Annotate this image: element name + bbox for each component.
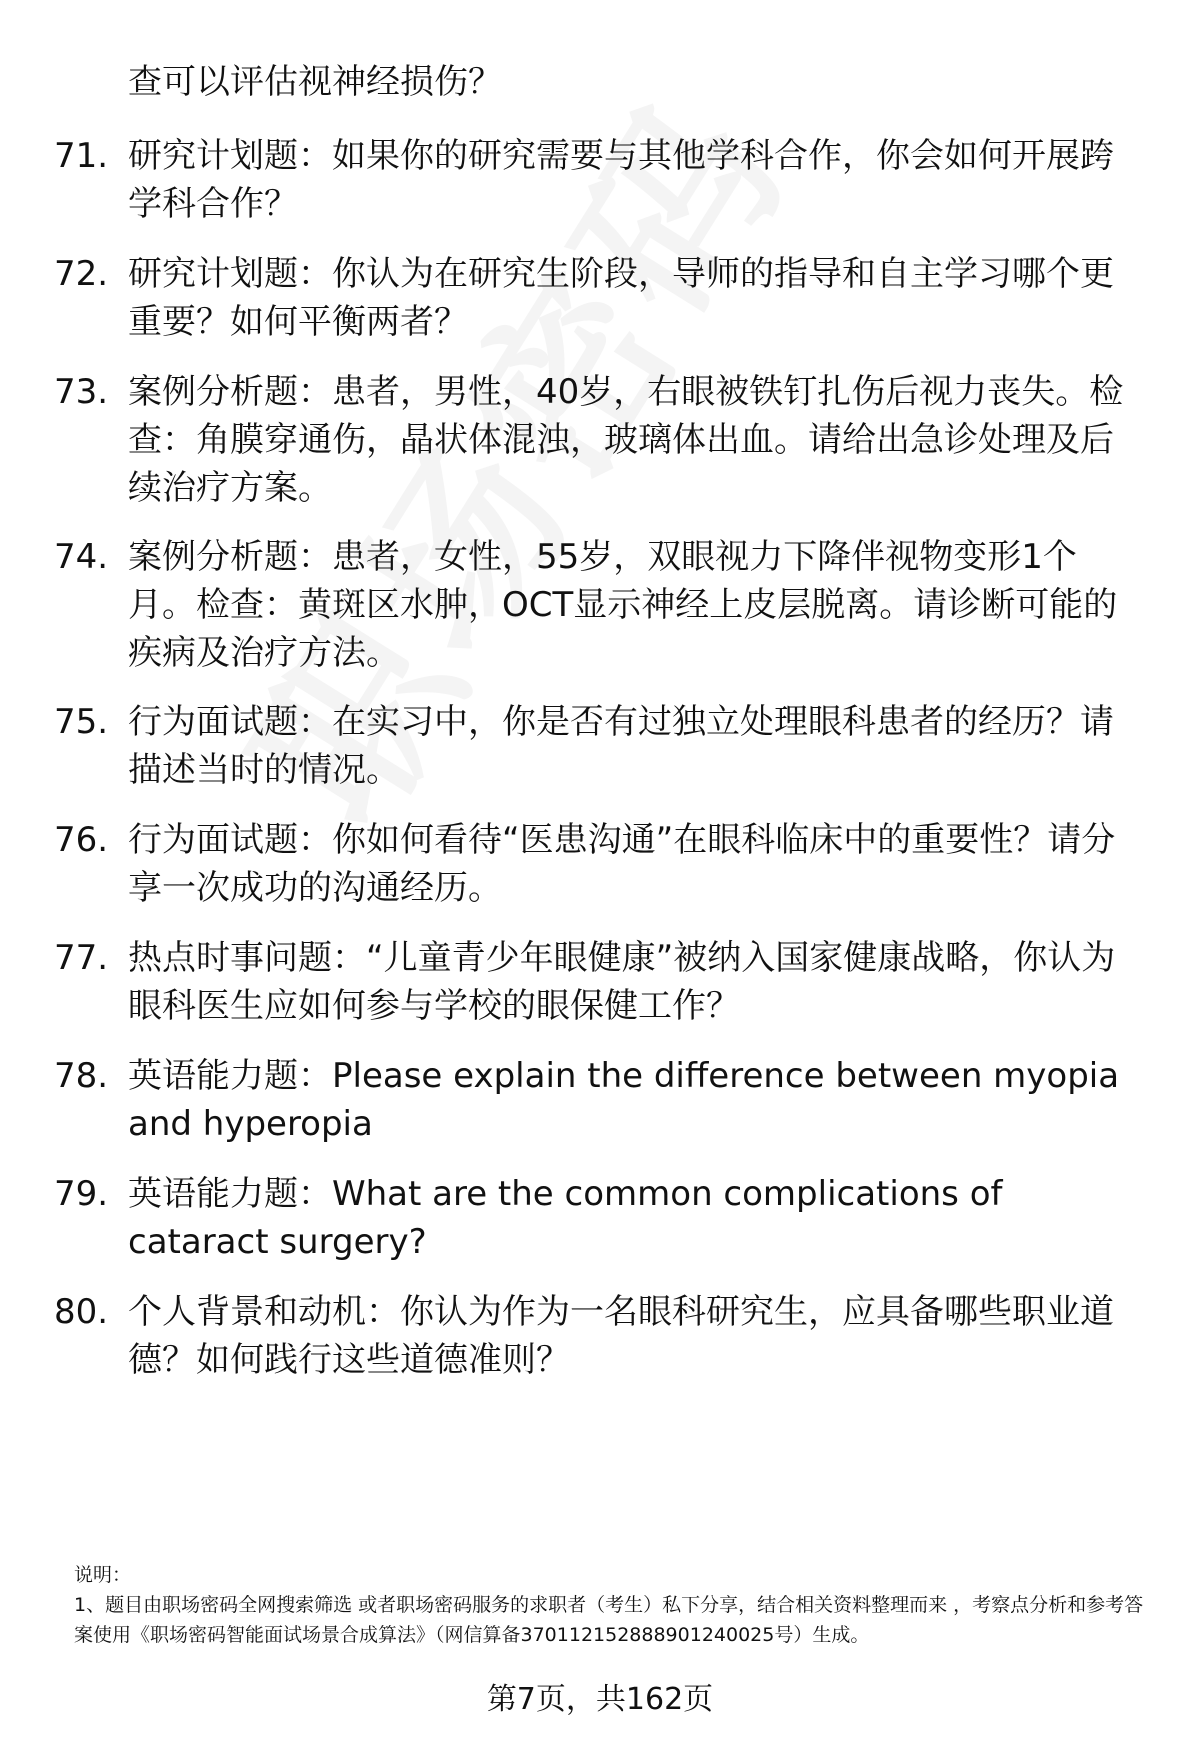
question-text: 案例分析题：患者，女性，55岁，双眼视力下降伴视物变形1个月。检查：黄斑区水肿，OCT显示神经上皮层脱离。请诊断可能的疾病及治疗方法。 bbox=[128, 537, 1118, 673]
question-item bbox=[54, 816, 1144, 912]
question-text: 案例分析题：患者，男性，40岁，右眼被铁钉扎伤后视力丧失。检查：角膜穿通伤，晶状体混浊，玻璃体出血。请给出急诊处理及后续治疗方案。 bbox=[128, 372, 1124, 508]
question-text: 行为面试题：在实习中，你是否有过独立处理眼科患者的经历？请描述当时的情况。 bbox=[128, 702, 1114, 790]
continued-question-text: 查可以评估视神经损伤？ bbox=[128, 62, 502, 102]
question-number: 79. bbox=[54, 1174, 109, 1214]
notes-section bbox=[74, 1560, 1154, 1650]
question-item bbox=[54, 132, 1144, 228]
question-item bbox=[54, 698, 1144, 794]
notes-heading: 说明： bbox=[74, 1564, 132, 1586]
question-number: 78. bbox=[54, 1056, 109, 1096]
question-item bbox=[54, 368, 1144, 512]
question-text: 热点时事问题：“儿童青少年眼健康”被纳入国家健康战略，你认为眼科医生应如何参与学校的眼保健工作？ bbox=[128, 938, 1116, 1026]
question-number: 76. bbox=[54, 820, 109, 860]
question-text: 研究计划题：如果你的研究需要与其他学科合作，你会如何开展跨学科合作？ bbox=[128, 136, 1114, 224]
question-number: 77. bbox=[54, 938, 109, 978]
question-text: 英语能力题：Please explain the difference between myopia and hyperopia bbox=[128, 1056, 1120, 1144]
question-item bbox=[54, 934, 1144, 1030]
question-number: 75. bbox=[54, 702, 109, 742]
question-number: 71. bbox=[54, 136, 109, 176]
question-item bbox=[54, 1170, 1144, 1266]
question-number: 74. bbox=[54, 537, 109, 577]
page-number: 第7页，共162页 bbox=[486, 1682, 714, 1717]
question-item bbox=[54, 1052, 1144, 1148]
question-text: 研究计划题：你认为在研究生阶段，导师的指导和自主学习哪个更重要？如何平衡两者？ bbox=[128, 254, 1114, 342]
question-item bbox=[54, 1288, 1144, 1384]
question-text: 个人背景和动机：你认为作为一名眼科研究生，应具备哪些职业道德？如何践行这些道德准则？ bbox=[128, 1292, 1114, 1380]
question-number: 80. bbox=[54, 1292, 109, 1332]
question-text: 行为面试题：你如何看待“医患沟通”在眼科临床中的重要性？请分享一次成功的沟通经历。 bbox=[128, 820, 1116, 908]
question-text: 英语能力题：What are the common complications of cataract surgery? bbox=[128, 1174, 1003, 1262]
question-item bbox=[54, 250, 1144, 346]
notes-item: 1、题目由职场密码全网搜索筛选 或者职场密码服务的求职者（考生）私下分享，结合相关资料整理而来 ，考察点分析和参考答案使用《职场密码智能面试场景合成算法》（网信算备370112152888901240025号）生成。 bbox=[74, 1594, 1144, 1646]
question-number: 73. bbox=[54, 372, 109, 412]
question-item bbox=[54, 533, 1144, 677]
question-number: 72. bbox=[54, 254, 109, 294]
